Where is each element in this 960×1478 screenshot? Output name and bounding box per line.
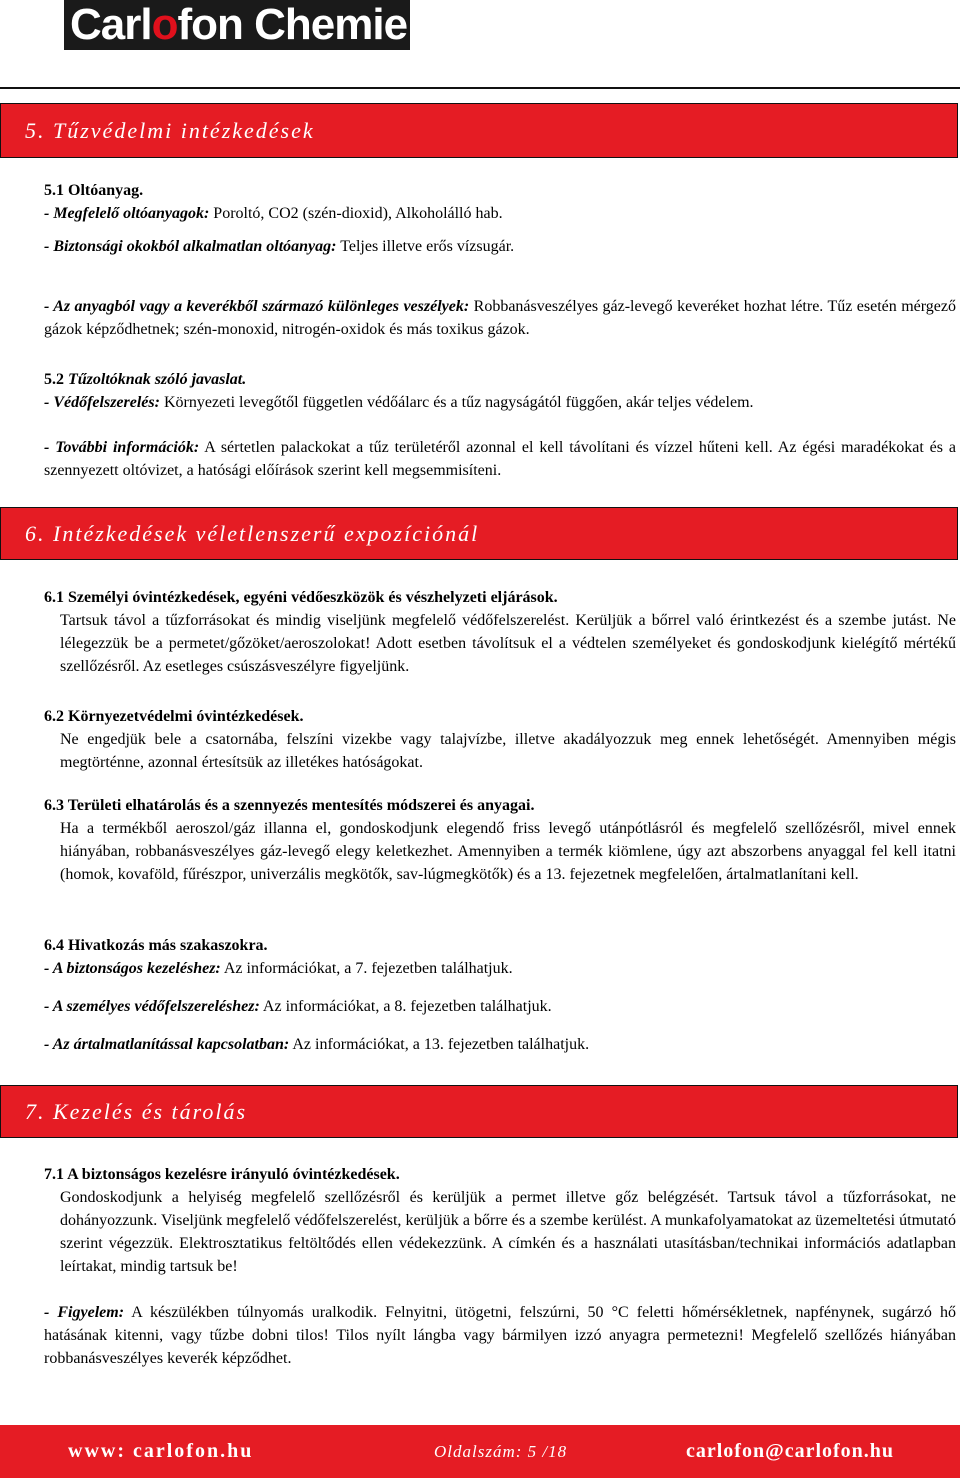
section-5-1-heading: 5.1 Oltóanyag. xyxy=(44,182,144,199)
section-5-2-heading: 5.2 Tűzoltóknak szóló javaslat. xyxy=(44,371,247,388)
section-6-1-heading: 6.1 Személyi óvintézkedések, egyéni védőeszközök és vészhelyzeti eljárások. xyxy=(44,589,558,606)
section-6-2-heading: 6.2 Környezetvédelmi óvintézkedések. xyxy=(44,708,304,725)
suitable-extinguishers: - Megfelelő oltóanyagok: Poroltó, CO2 (szén-dioxid), Alkoholálló hab. xyxy=(44,205,503,222)
section-6-1 xyxy=(44,586,956,678)
header-rule xyxy=(0,87,960,89)
section-6-4-heading: 6.4 Hivatkozás más szakaszokra. xyxy=(44,937,268,954)
section-7-1-text: Gondoskodjunk a helyiség megfelelő szellőzésről és kerüljük a permet illetve gőz belégzését. Tartsuk távol a tűzforrásokat, ne dohányozzunk. Viseljünk megfelelő védőfelszerelést, kerüljük a bőrre és a szembe kerülést. A munkafolyamatokat az üzemeltetési útmutató szerint végezzük. Elektrosztatikus feltöltődés ellen védekezzünk. A címkén és a használati utasításban/technikai információs adatlapban leírtakat, mindig tartsuk be! xyxy=(60,1189,956,1275)
footer-page-number: Oldalszám: 5 /18 xyxy=(434,1441,568,1461)
section-6-3-heading: 6.3 Területi elhatárolás és a szennyezés mentesítés módszerei és anyagai. xyxy=(44,797,535,814)
section-5-1 xyxy=(44,179,956,258)
section-6-1-text: Tartsuk távol a tűzforrásokat és mindig viseljünk megfelelő védőfelszerelést. Kerüljük a bőrrel való érintkezést és a szembe jutást. Ne lélegezzük be a permetet/gőzöket/aeroszolokat! Adott esetben távolítsuk el a védtelen személyeket és gondoskodjunk kielégítő mértékű szellőzésről. Az esetleges csúszásveszélyre figyeljünk. xyxy=(60,612,956,675)
section-6-2-text: Ne engedjük bele a csatornába, felszíni vizekbe vagy talajvízbe, illetve akadályozzuk meg ennek lehetőségét. Amennyiben mégis megtörténne, azonnal értesítsük az illetékes hatóságokat. xyxy=(60,731,956,771)
company-logo: Carlofon Chemie xyxy=(64,0,410,50)
ref-disposal: - Az ártalmatlanítással kapcsolatban: Az információkat, a 13. fejezetben találhatjuk. xyxy=(44,1036,590,1053)
ref-ppe: - A személyes védőfelszereléshez: Az információkat, a 8. fejezetben találhatjuk. xyxy=(44,998,552,1015)
section-7-1 xyxy=(44,1163,956,1278)
section-6-2 xyxy=(44,705,956,774)
section-7-1-heading: 7.1 A biztonságos kezelésre irányuló óvintézkedések. xyxy=(44,1166,400,1183)
section-6-4 xyxy=(44,934,956,1056)
footer-email[interactable]: carlofon@carlofon.hu xyxy=(686,1440,895,1462)
section-6-3 xyxy=(44,794,956,886)
further-info: - További információk: A sértetlen palackokat a tűz területéről azonnal el kell távolítani és vízzel hűteni kell. Az égési maradékokat és a szennyezett oltóvizet, a hatósági előírások szerint kell megsemmisíteni. xyxy=(44,439,956,479)
footer-website[interactable]: www: carlofon.hu xyxy=(68,1440,254,1462)
section-5-title: 5. Tűzvédelmi intézkedések xyxy=(0,103,958,158)
protective-equipment: - Védőfelszerelés: Környezeti levegőtől független védőálarc és a tűz nagyságától függően, akár teljes védelem. xyxy=(44,394,754,411)
section-6-3-text: Ha a termékből aeroszol/gáz illanna el, gondoskodjunk elegendő friss levegő utánpótlásról és megfelelő szellőzésről, mivel ennek hiányában, robbanásveszélyes gáz-levegő elegy keletkezhet. Amennyiben a termék kiömlene, úgy azt abszorbens anyaggal fel kell itatni (homok, kovaföld, fűrészpor, univerzális megkötők, sav-lúgmegkötők) és a 13. fejezetnek megfelelően, ártalmatlanítani kell. xyxy=(60,820,956,883)
section-6-title: 6. Intézkedések véletlenszerű expozíciónál xyxy=(0,507,958,560)
ref-handling: - A biztonságos kezeléshez: Az információkat, a 7. fejezetben találhatjuk. xyxy=(44,960,513,977)
warning-text: - Figyelem: A készülékben túlnyomás uralkodik. Felnyitni, ütögetni, felszúrni, 50 °C feletti hőmérsékletnek, napfénynek, sugárzó hő hatásának kitenni, vagy tűzbe dobni tilos! Tilos nyílt lángba vagy bármilyen izzó anyagra permetezni! Megfelelő szellőzés hiányában robbanásveszélyes keverék képződhet. xyxy=(44,1304,956,1367)
section-5-2 xyxy=(44,368,956,414)
page-footer xyxy=(0,1425,960,1478)
section-7-title: 7. Kezelés és tárolás xyxy=(0,1085,958,1138)
special-hazards: - Az anyagból vagy a keverékből származó különleges veszélyek: Robbanásveszélyes gáz-levegő keveréket hozhat létre. Tűz esetén mérgező gázok képződhetnek; szén-monoxid, nitrogén-oxidok és más toxikus gázok. xyxy=(44,298,956,338)
unsuitable-extinguishers: - Biztonsági okokból alkalmatlan oltóanyag: Teljes illetve erős vízsugár. xyxy=(44,238,515,255)
